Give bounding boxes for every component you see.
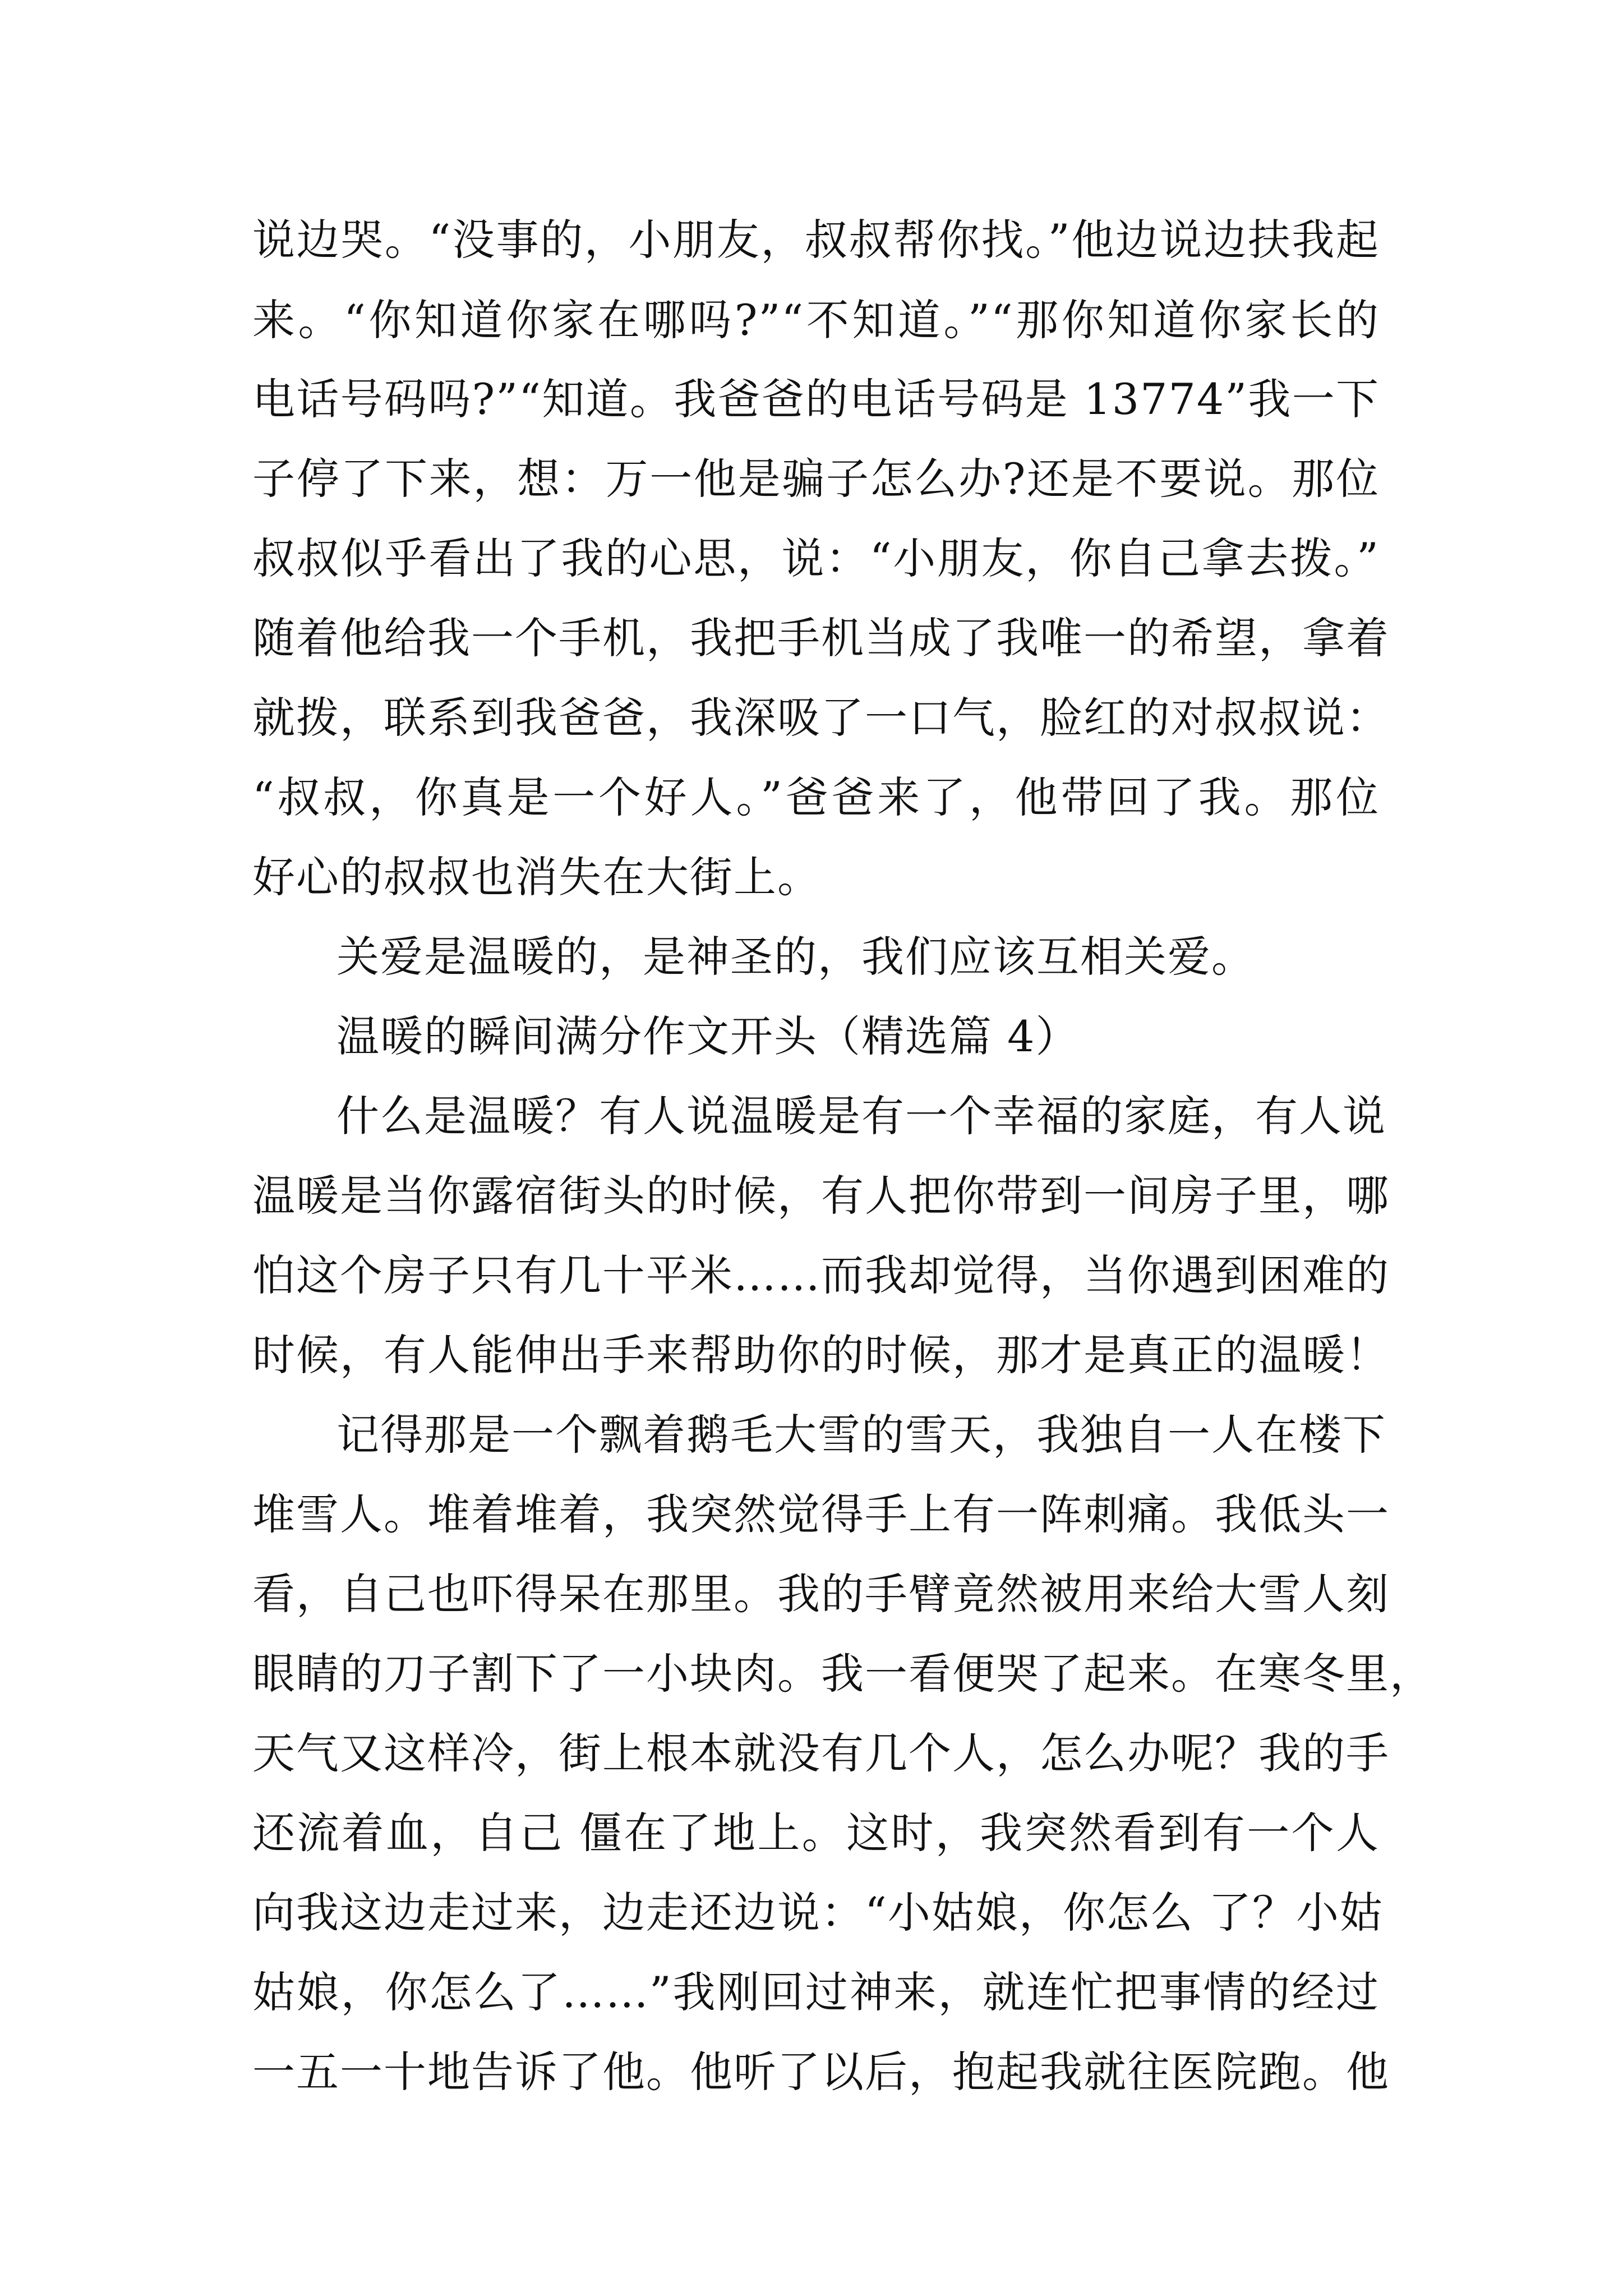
text-line-2: 来。“你知道你家在哪吗?”“不知道。”“那你知道你家长的 [252,295,1380,345]
text-line-3: 电话号码吗?”“知道。我爸爸的电话号码是 13774”我一下 [252,374,1380,424]
text-line-20: 天气又这样冷，街上根本就没有几个人，怎么办呢？我的手 [252,1728,1390,1778]
text-line-8: “叔叔，你真是一个好人。”爸爸来了，他带回了我。那位 [252,772,1380,822]
text-line-7: 就拨，联系到我爸爸，我深吸了一口气，脸红的对叔叔说： [252,693,1390,743]
text-line-18: 看，自己也吓得呆在那里。我的手臂竟然被用来给大雪人刻 [252,1569,1390,1619]
text-line-21: 还流着血，自己 僵在了地上。这时，我突然看到有一个人 [252,1808,1380,1858]
text-line-24: 一五一十地告诉了他。他听了以后，抱起我就往医院跑。他 [252,2047,1390,2097]
text-line-22: 向我这边走过来，边走还边说：“小姑娘，你怎么 了？小姑 [252,1888,1384,1938]
text-line-15: 时候，有人能伸出手来帮助你的时候，那才是真正的温暖！ [252,1330,1390,1380]
text-line-23: 姑娘，你怎么了……”我刚回过神来，就连忙把事情的经过 [252,1967,1380,2017]
text-line-6: 随着他给我一个手机，我把手机当成了我唯一的希望，拿着 [252,613,1390,663]
text-line-13: 温暖是当你露宿街头的时候，有人把你带到一间房子里，哪 [252,1171,1390,1221]
section-heading: 温暖的瞬间满分作文开头（精选篇 4） [336,1011,1080,1061]
text-line-12: 什么是温暖？有人说温暖是有一个幸福的家庭，有人说 [336,1091,1386,1141]
text-line-9: 好心的叔叔也消失在大街上。 [252,852,821,902]
text-line-4: 子停了下来，想：万一他是骗子怎么办?还是不要说。那位 [252,454,1380,504]
text-line-16: 记得那是一个飘着鹅毛大雪的雪天，我独自一人在楼下 [336,1410,1386,1460]
text-line-5: 叔叔似乎看出了我的心思，说：“小朋友，你自己拿去拨。” [252,533,1380,583]
text-line-19: 眼睛的刀子割下了一小块肉。我一看便哭了起来。在寒冬里， [252,1649,1433,1699]
text-line-17: 堆雪人。堆着堆着，我突然觉得手上有一阵刺痛。我低头一 [252,1489,1390,1539]
paragraph-closing: 关爱是温暖的，是神圣的，我们应该互相关爱。 [336,932,1255,982]
text-line-1: 说边哭。“没事的，小朋友，叔叔帮你找。”他边说边扶我起 [252,215,1380,265]
text-line-14: 怕这个房子只有几十平米……而我却觉得，当你遇到困难的 [252,1250,1390,1300]
